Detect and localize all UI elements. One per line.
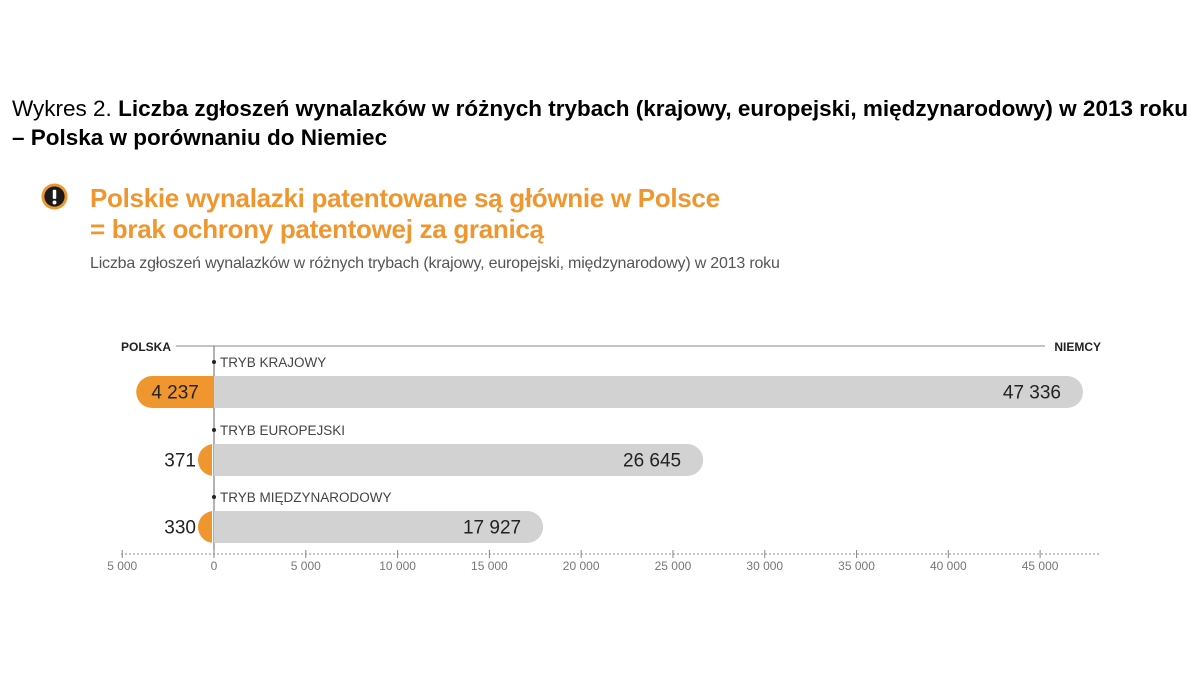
headline-line-1: Polskie wynalazki patentowane są głównie w Polsce [90, 183, 720, 213]
germany-bar [214, 376, 1083, 408]
x-tick-label: 45 000 [1021, 559, 1059, 573]
x-tick-label: 25 000 [654, 559, 692, 573]
category-label: TRYB MIĘDZYNARODOWY [220, 490, 392, 505]
poland-value-label: 371 [164, 450, 196, 472]
poland-value-label: 330 [164, 517, 196, 539]
category-marker-dot [212, 428, 216, 432]
right-country-label: NIEMCY [1054, 340, 1101, 354]
category-marker-dot [212, 360, 216, 364]
caption-prefix: Wykres 2. [12, 96, 112, 121]
caption-text: Liczba zgłoszeń wynalazków w różnych trybach (krajowy, europejski, międzynarodowy) w 2013 roku – Polska w porównaniu do Niemiec [12, 96, 1189, 150]
poland-bar-cap [198, 444, 214, 476]
chart-subtitle: Liczba zgłoszeń wynalazków w różnych trybach (krajowy, europejski, międzynarodowy) w 2013 roku [90, 255, 780, 272]
document-caption [12, 94, 1188, 152]
germany-value-label: 26 645 [623, 450, 682, 472]
headline-line-2: = brak ochrony patentowej za granicą [90, 214, 544, 244]
headline [90, 183, 720, 245]
diverging-bar-chart [0, 320, 1200, 600]
germany-value-label: 47 336 [1002, 382, 1061, 404]
category-label: TRYB EUROPEJSKI [220, 423, 346, 438]
x-tick-label: 20 000 [562, 559, 600, 573]
x-tick-label: 40 000 [929, 559, 967, 573]
poland-value-label: 4 237 [151, 382, 199, 404]
category-label: TRYB KRAJOWY [220, 355, 327, 370]
x-tick-label: 30 000 [746, 559, 784, 573]
left-country-label: POLSKA [121, 340, 172, 354]
x-tick-label: 5 000 [107, 559, 138, 573]
x-tick-label: 15 000 [471, 559, 508, 573]
x-tick-label: 5 000 [290, 559, 321, 573]
x-tick-label: 0 [210, 559, 218, 573]
germany-value-label: 17 927 [462, 517, 522, 539]
poland-bar-cap [198, 511, 214, 543]
x-tick-label: 35 000 [838, 559, 875, 573]
category-marker-dot [212, 495, 216, 499]
x-tick-label: 10 000 [379, 559, 416, 573]
exclamation-circle-icon [40, 182, 69, 211]
